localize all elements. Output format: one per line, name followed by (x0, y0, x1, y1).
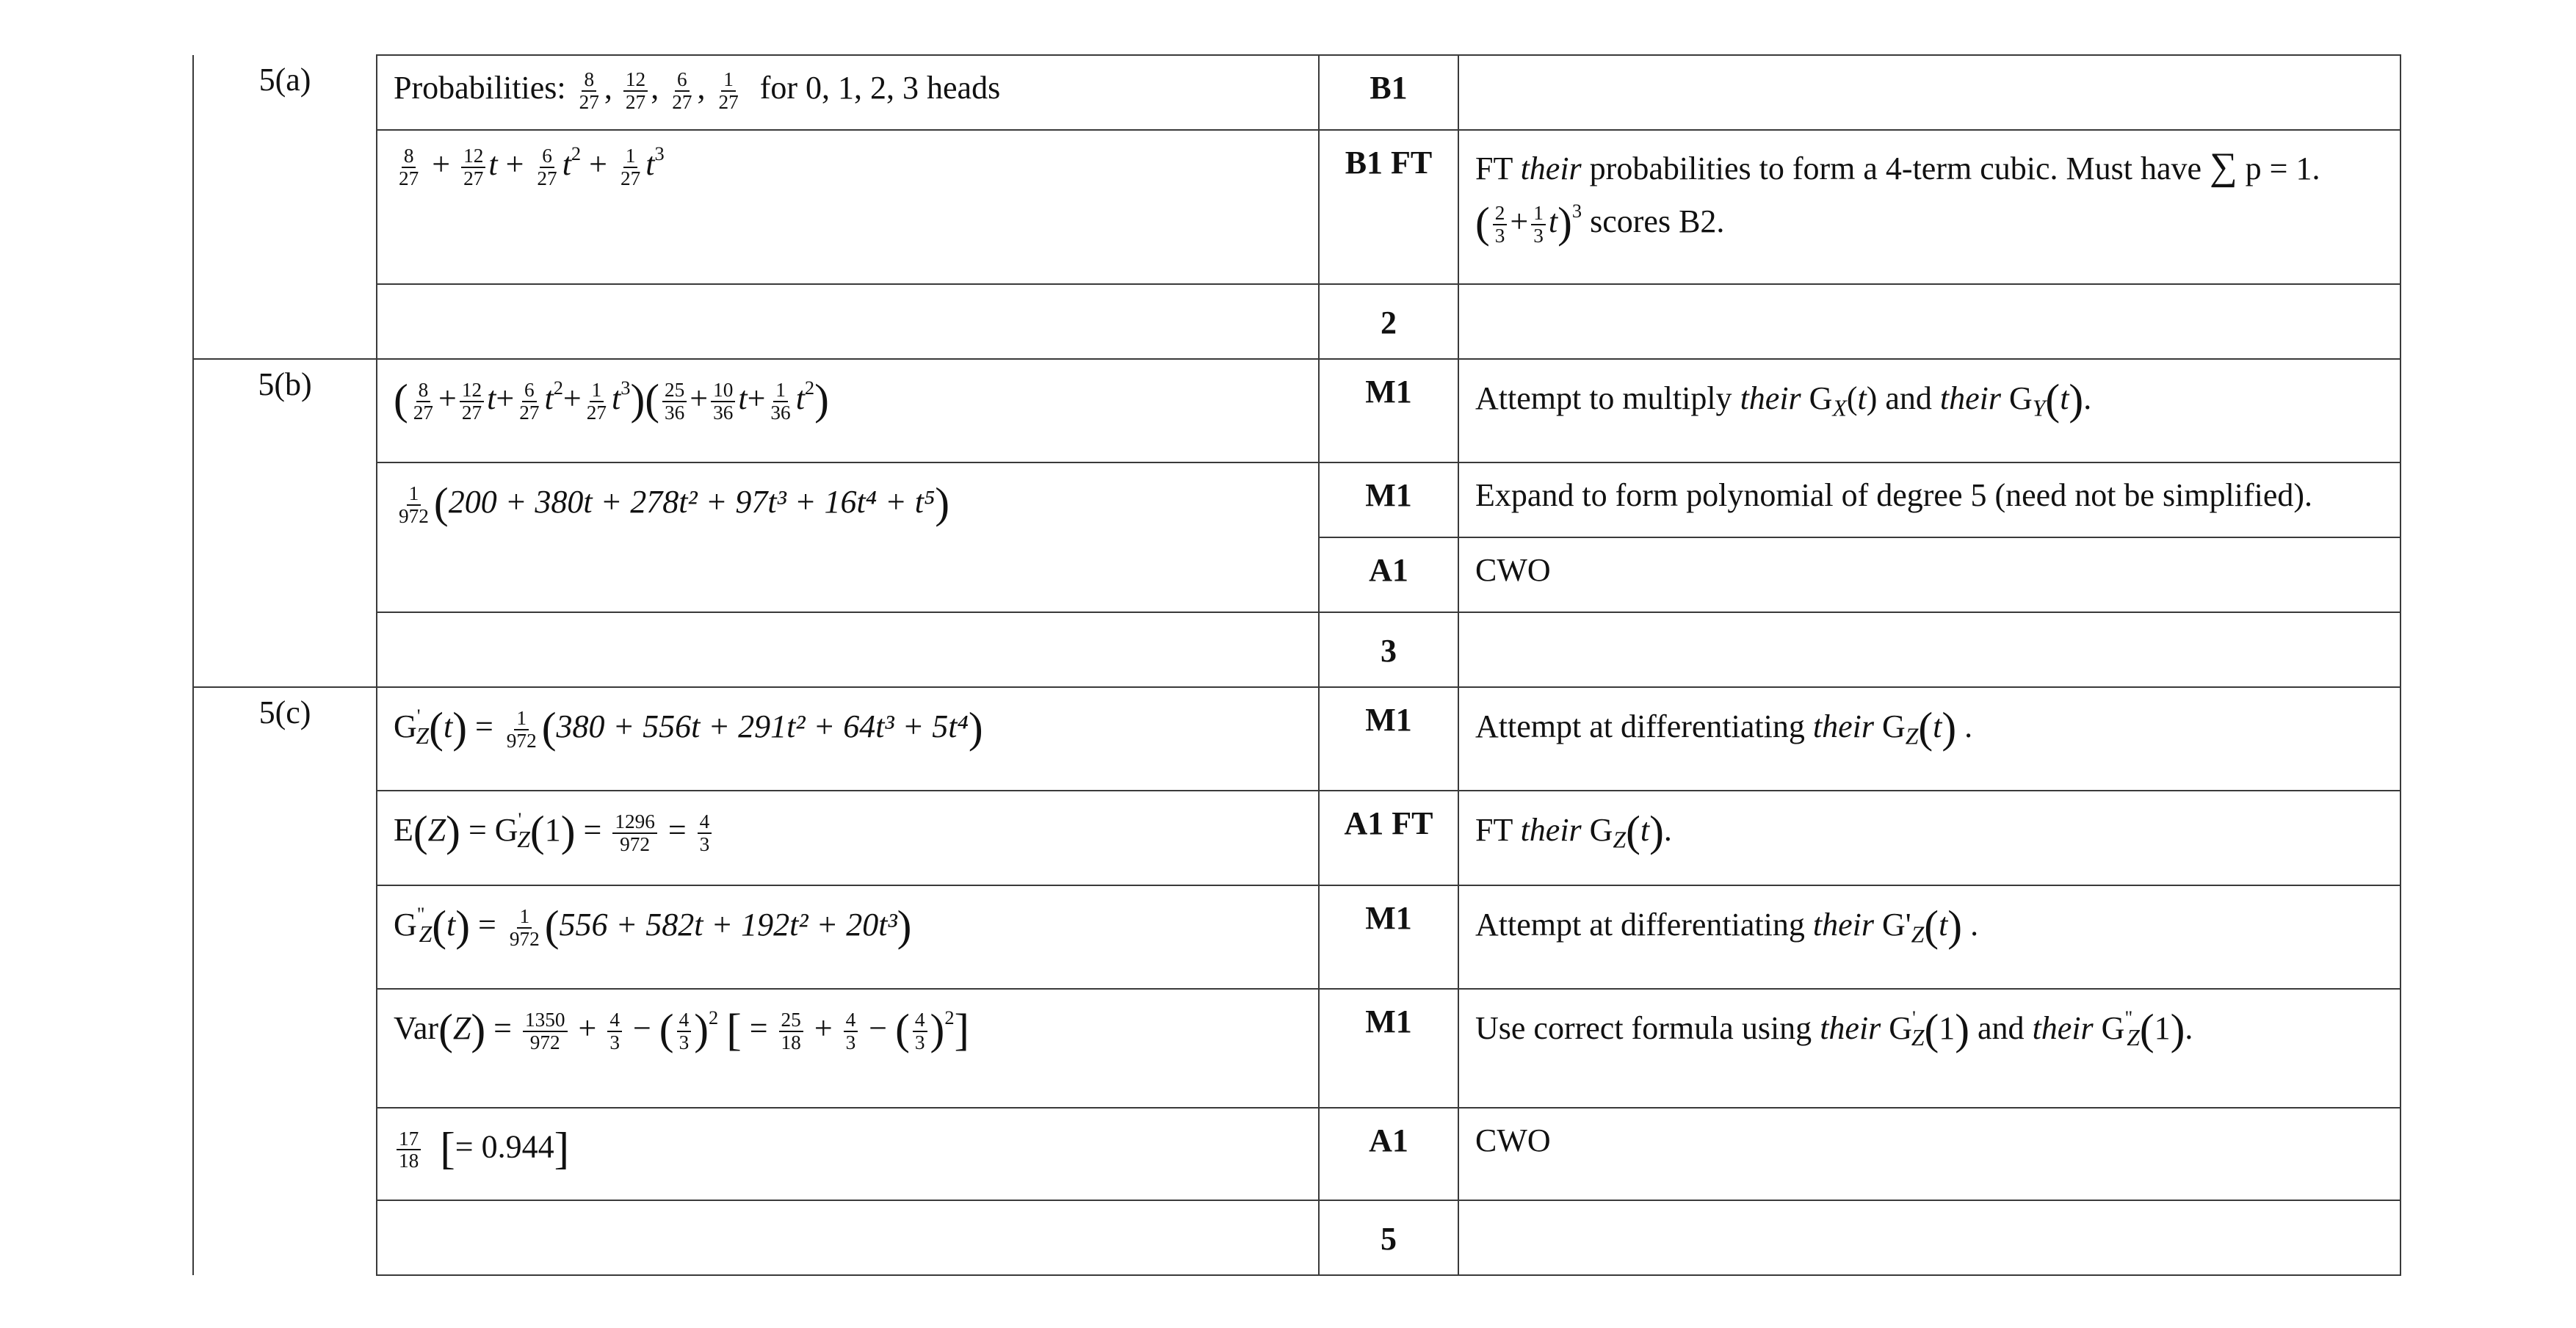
guidance-cell: Use correct formula using their $G'_Z(1)$ and their $G^"_Z(1)$. (1458, 989, 2400, 1108)
total-mark: 5 (1319, 1200, 1458, 1275)
guidance-cell: CWO (1458, 537, 2400, 612)
table-row (193, 989, 2400, 1108)
guidance-cell: CWO (1458, 1108, 2400, 1200)
mark-cell: A1 (1319, 1108, 1458, 1200)
table-row (193, 885, 2400, 989)
table-row (193, 612, 2400, 687)
answer-cell: $G'_Z(t)$ = $\frac{1}{972}$ (380 + 556t + 291t² + 64t³ + 5t⁴) (377, 687, 1319, 791)
answer-cell (377, 1200, 1319, 1275)
answer-text: for 0, 1, 2, 3 heads (759, 70, 1001, 106)
answer-text: Probabilities: (394, 70, 566, 106)
guidance-cell: Expand to form polynomial of degree 5 (need not be simplified). (1458, 462, 2400, 537)
table-row (193, 130, 2400, 284)
guidance-cell: Attempt at differentiating their $G'_Z(t)$ . (1458, 885, 2400, 989)
question-number: 5(c) (193, 687, 377, 1275)
answer-cell: $G^"_Z(t)$ = $\frac{1}{972}$ (556 + 582t + 192t² + 20t³) (377, 885, 1319, 989)
fraction: $\frac{12}{27}$ (623, 69, 648, 112)
total-mark: 3 (1319, 612, 1458, 687)
table-row (193, 1108, 2400, 1200)
answer-cell (377, 612, 1319, 687)
mark-cell: B1 (1319, 55, 1458, 130)
mark-cell: M1 (1319, 359, 1458, 462)
mark-cell: A1 FT (1319, 791, 1458, 885)
guidance-cell (1458, 284, 2400, 359)
table-row (193, 359, 2400, 462)
guidance-cell (1458, 55, 2400, 130)
mark-scheme-table (192, 54, 2401, 1276)
answer-cell: Probabilities: $\frac{8}{27}$ , $\frac{12}{27}$ , $\frac{6}{27}$ , $\frac{1}{27}$ for 0, 1, 2, 3 heads (377, 55, 1319, 130)
guidance-cell (1458, 612, 2400, 687)
answer-cell: $E(Z) = G'_Z(1)$ = $\frac{1296}{972}$ = $\frac{4}{3}$ (377, 791, 1319, 885)
question-number: 5(a) (193, 55, 377, 359)
mark-cell: A1 (1319, 537, 1458, 612)
answer-cell: $\frac{8}{27}$ + $\frac{12}{27}$ t + $\frac{6}{27}$ $t^2$ + $\frac{1}{27}$ $t^3$ (377, 130, 1319, 284)
answer-cell (377, 284, 1319, 359)
table-row (193, 687, 2400, 791)
guidance-cell: Attempt to multiply their $G_X(t)$ and their $G_Y(t)$. (1458, 359, 2400, 462)
answer-cell: ( $\frac{8}{27}$ + $\frac{12}{27}$ t+ $\frac{6}{27}$ $t^2+$ $\frac{1}{27}$ $t^3$)( $\frac{25}{36}$ + $\frac{10}{36}$ t+ $\frac{1}{36}$ $t^2$) (377, 359, 1319, 462)
mark-cell: M1 (1319, 462, 1458, 537)
answer-cell: $\frac{17}{18}$ [= 0.944] (377, 1108, 1319, 1200)
answer-cell: Var(Z) = $\frac{1350}{972}$ + $\frac{4}{3}$ − ( $\frac{4}{3}$ )$^2$ [ = $\frac{25}{18}$ + $\frac{4}{3}$ − ( $\frac{4}{3}$ )$^2$] (377, 989, 1319, 1108)
total-mark: 2 (1319, 284, 1458, 359)
table-row (193, 791, 2400, 885)
mark-cell: M1 (1319, 687, 1458, 791)
guidance-cell (1458, 1200, 2400, 1275)
answer-cell: $\frac{1}{972}$ (200 + 380t + 278t² + 97t³ + 16t⁴ + t⁵) (377, 462, 1319, 612)
table-row (193, 55, 2400, 130)
fraction: $\frac{1}{27}$ (718, 68, 739, 113)
question-number: 5(b) (193, 359, 377, 687)
fraction: $\frac{8}{27}$ (579, 68, 599, 113)
table-row (193, 284, 2400, 359)
table-row (193, 1200, 2400, 1275)
guidance-cell: FT their $G_Z(t)$. (1458, 791, 2400, 885)
mark-cell: M1 (1319, 885, 1458, 989)
guidance-cell: Attempt at differentiating their $G_Z(t)$ . (1458, 687, 2400, 791)
mark-cell: B1 FT (1319, 130, 1458, 284)
fraction: $\frac{6}{27}$ (672, 68, 692, 113)
mark-cell: M1 (1319, 989, 1458, 1108)
table-row (193, 462, 2400, 537)
guidance-cell: FT their probabilities to form a 4-term cubic. Must have ∑ p = 1. ( $\frac{2}{3}$ + $\frac{1}{3}$ t)$^3$ scores B2. (1458, 130, 2400, 284)
